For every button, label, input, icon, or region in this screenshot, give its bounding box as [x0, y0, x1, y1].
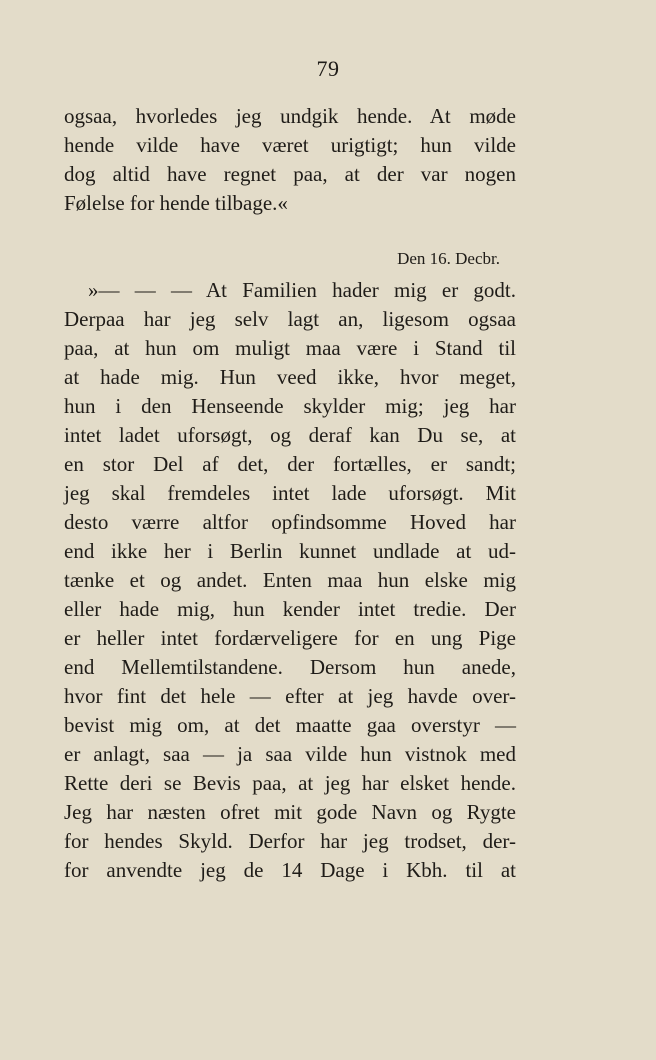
text-line: en stor Del af det, der fortælles, er sandt;	[64, 452, 516, 476]
text-line: Rette deri se Bevis paa, at jeg har elsket hende.	[64, 771, 516, 795]
text-line: intet ladet uforsøgt, og deraf kan Du se, at	[64, 423, 516, 447]
text-line: desto værre altfor opfindsomme Hoved har	[64, 510, 516, 534]
text-line: hende vilde have været urigtigt; hun vilde	[64, 133, 516, 157]
text-line: paa, at hun om muligt maa være i Stand til	[64, 336, 516, 360]
text-line: for hendes Skyld. Derfor har jeg trodset, der-	[64, 829, 516, 853]
text-line: bevist mig om, at det maatte gaa overstyr —	[64, 713, 516, 737]
text-line: hun i den Henseende skylder mig; jeg har	[64, 394, 516, 418]
text-line: end ikke her i Berlin kunnet undlade at ud-	[64, 539, 516, 563]
text-line: tænke et og andet. Enten maa hun elske mig	[64, 568, 516, 592]
text-line: »— — — At Familien hader mig er godt.	[88, 278, 516, 302]
page-number: 79	[316, 56, 340, 81]
text-line: dog altid have regnet paa, at der var nogen	[64, 162, 516, 186]
text-line: end Mellemtilstandene. Dersom hun anede,	[64, 655, 516, 679]
text-line: er anlagt, saa — ja saa vilde hun vistnok med	[64, 742, 516, 766]
text-line: eller hade mig, hun kender intet tredie. Der	[64, 597, 516, 621]
text-line: jeg skal fremdeles intet lade uforsøgt. Mit	[64, 481, 516, 505]
text-line: Følelse for hende tilbage.«	[64, 191, 288, 215]
text-line: Derpaa har jeg selv lagt an, ligesom ogsaa	[64, 307, 516, 331]
text-line: ogsaa, hvorledes jeg undgik hende. At møde	[64, 104, 516, 128]
dateline: Den 16. Decbr.	[397, 249, 500, 268]
text-line: for anvendte jeg de 14 Dage i Kbh. til at	[64, 858, 516, 882]
text-line: at hade mig. Hun veed ikke, hvor meget,	[64, 365, 516, 389]
text-line: Jeg har næsten ofret mit gode Navn og Rygte	[64, 800, 516, 824]
text-line: hvor fint det hele — efter at jeg havde over-	[64, 684, 516, 708]
text-line: er heller intet fordærveligere for en ung Pige	[64, 626, 516, 650]
